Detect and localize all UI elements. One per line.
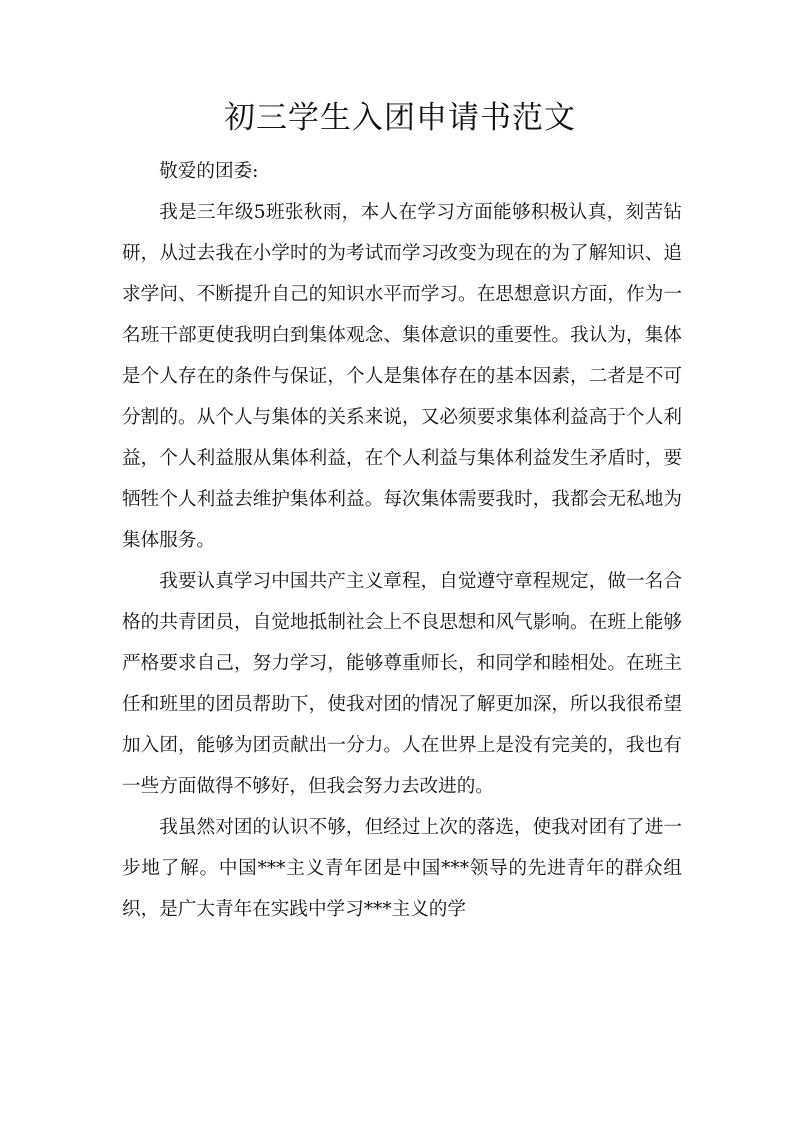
document-body [122,151,682,930]
paragraph-3: 我虽然对团的认识不够，但经过上次的落选，使我对团有了进一步地了解。中国***主义青年团是中国***领导的先进青年的群众组织，是广大青年在实践中学习***主义的学 [122,817,682,920]
paragraph-2: 我要认真学习中国共产主义章程，自觉遵守章程规定，做一名合格的共青团员，自觉地抵制社会上不良思想和风气影响。在班上能够严格要求自己，努力学习，能够尊重师长，和同学和睦相处。在班主任和班里的团员帮助下，使我对团的情况了解更加深，所以我很希望加入团，能够为团贡献出一分力。人在世界上是没有完美的，我也有一些方面做得不够好，但我会努力去改进的。 [122,571,682,797]
paragraph-1: 我是三年级5班张秋雨，本人在学习方面能够积极认真，刻苦钻研，从过去我在小学时的为考试而学习改变为现在的为了解知识、追求学问、不断提升自己的知识水平而学习。在思想意识方面，作为一名班干部更使我明白到集体观念、集体意识的重要性。我认为，集体是个人存在的条件与保证，个人是集体存在的基本因素，二者是不可分割的。从个人与集体的关系来说，又必须要求集体利益高于个人利益，个人利益服从集体利益，在个人利益与集体利益发生矛盾时，要牺牲个人利益去维护集体利益。每次集体需要我时，我都会无私地为集体服务。 [122,202,682,551]
document-title: 初三学生入团申请书范文 [224,100,576,136]
greeting-line: 敬爱的团委: [159,161,259,182]
